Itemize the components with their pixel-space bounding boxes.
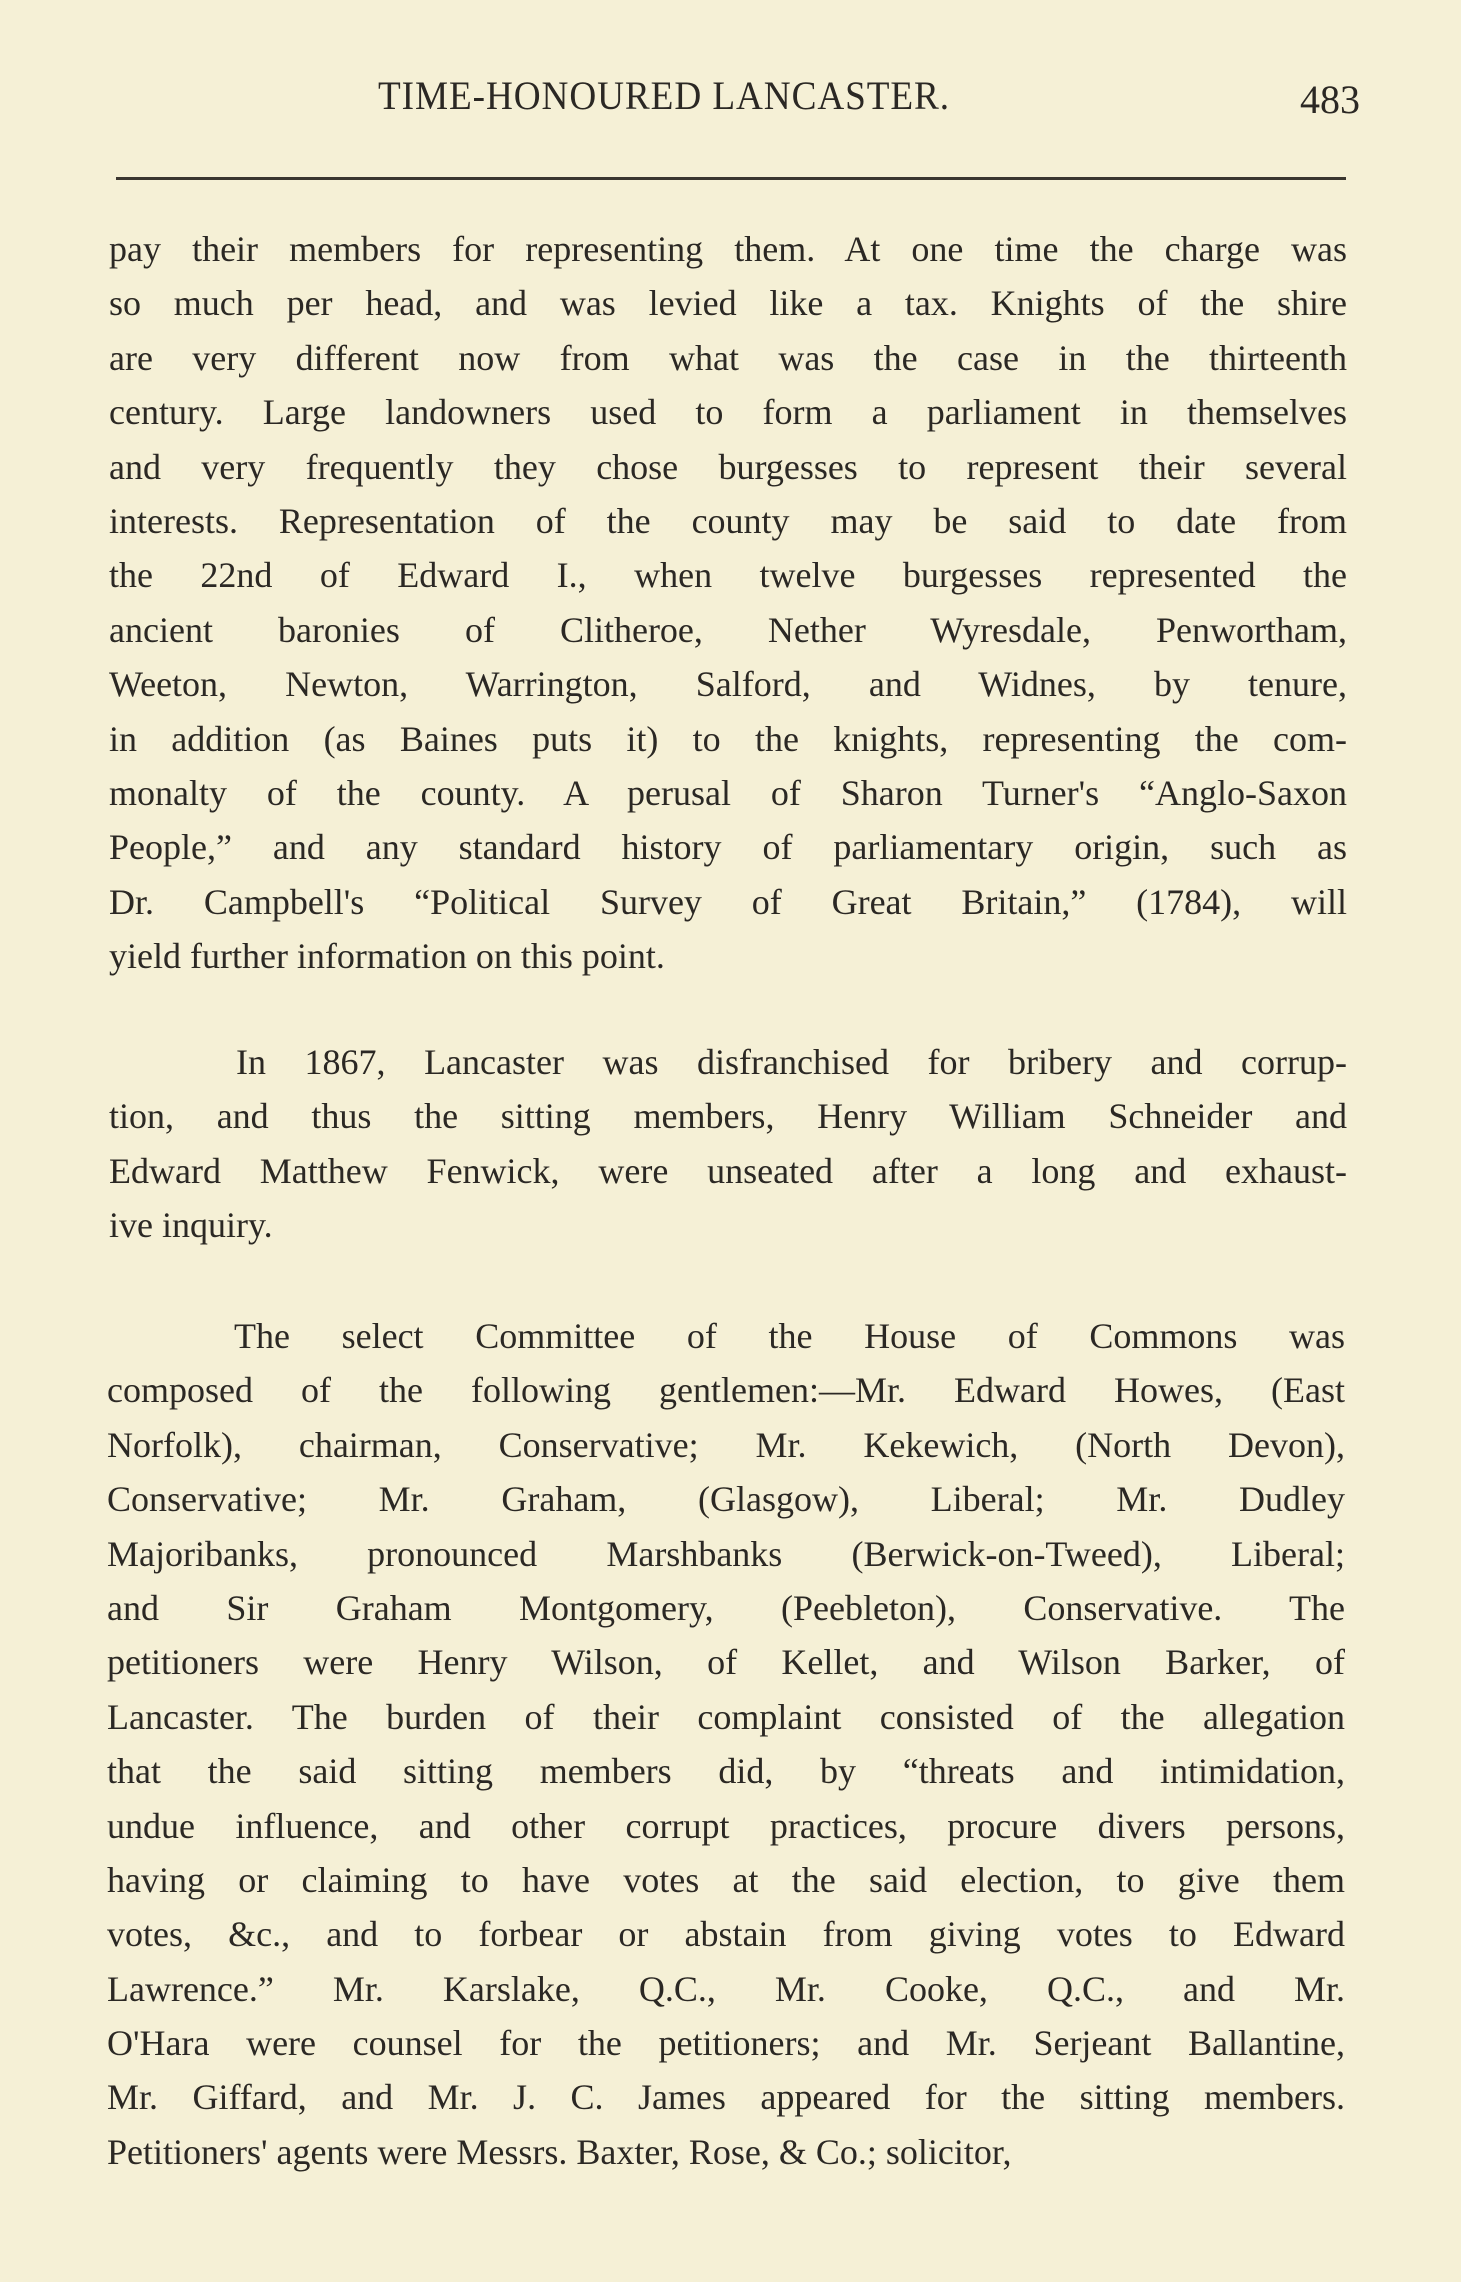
text-line: so much per head, and was levied like a tax. Knights of the shire (109, 283, 1347, 324)
page-number: 483 (1300, 77, 1360, 122)
text-line: monalty of the county. A perusal of Sharon Turner's “Anglo-Saxon (109, 772, 1347, 813)
text-line: Lancaster. The burden of their complaint consisted of the allegation (107, 1696, 1345, 1737)
running-header (0, 72, 1461, 122)
text-line: Norfolk), chairman, Conservative; Mr. Kekewich, (North Devon), (107, 1424, 1345, 1465)
text-line: yield further information on this point. (109, 936, 665, 977)
text-line: Dr. Campbell's “Political Survey of Great Britain,” (1784), will (109, 881, 1347, 922)
text-line: ive inquiry. (109, 1205, 273, 1246)
text-line: and very frequently they chose burgesses to represent their several (109, 446, 1347, 487)
text-line: century. Large landowners used to form a parliament in themselves (109, 392, 1347, 433)
text-line: The select Committee of the House of Commons was (234, 1316, 1345, 1356)
text-line: Edward Matthew Fenwick, were unseated after a long and exhaust- (109, 1150, 1347, 1191)
text-line: pay their members for representing them. At one time the charge was (109, 229, 1347, 269)
paragraph-3 (107, 1309, 1345, 2179)
text-line: O'Hara were counsel for the petitioners; and Mr. Serjeant Ballantine, (107, 2023, 1345, 2064)
text-line: Lawrence.” Mr. Karslake, Q.C., Mr. Cooke, Q.C., and Mr. (107, 1968, 1345, 2009)
text-line: and Sir Graham Montgomery, (Peebleton), Conservative. The (107, 1587, 1345, 1628)
text-line: Weeton, Newton, Warrington, Salford, and Widnes, by tenure, (109, 664, 1347, 705)
paragraph-2 (109, 1035, 1347, 1253)
text-line: in addition (as Baines puts it) to the knights, representing the com- (109, 718, 1347, 759)
text-line: composed of the following gentlemen:—Mr. Edward Howes, (East (107, 1370, 1345, 1411)
text-line: interests. Representation of the county may be said to date from (109, 500, 1347, 541)
text-line: votes, &c., and to forbear or abstain from giving votes to Edward (107, 1914, 1345, 1955)
text-line: Petitioners' agents were Messrs. Baxter, Rose, & Co.; solicitor, (107, 2131, 1012, 2172)
text-line: that the said sitting members did, by “threats and intimidation, (107, 1751, 1345, 1792)
text-line: undue influence, and other corrupt practices, procure divers persons, (107, 1805, 1345, 1846)
header-rule (116, 177, 1346, 180)
text-line: tion, and thus the sitting members, Henry William Schneider and (109, 1096, 1347, 1137)
text-line: are very different now from what was the case in the thirteenth (109, 337, 1347, 378)
text-line: having or claiming to have votes at the said election, to give them (107, 1859, 1345, 1900)
text-line: ancient baronies of Clitheroe, Nether Wyresdale, Penwortham, (109, 609, 1347, 650)
paragraph-1 (109, 222, 1347, 983)
text-line: People,” and any standard history of parliamentary origin, such as (109, 827, 1347, 868)
text-line: petitioners were Henry Wilson, of Kellet, and Wilson Barker, of (107, 1642, 1345, 1683)
text-line: Mr. Giffard, and Mr. J. C. James appeared for the sitting members. (107, 2077, 1345, 2118)
running-title: TIME-HONOURED LANCASTER. (378, 73, 951, 118)
text-line: the 22nd of Edward I., when twelve burgesses represented the (109, 555, 1347, 596)
text-line: In 1867, Lancaster was disfranchised for bribery and corrup- (236, 1042, 1347, 1082)
text-line: Majoribanks, pronounced Marshbanks (Berwick-on-Tweed), Liberal; (107, 1533, 1345, 1574)
text-line: Conservative; Mr. Graham, (Glasgow), Liberal; Mr. Dudley (107, 1479, 1345, 1520)
